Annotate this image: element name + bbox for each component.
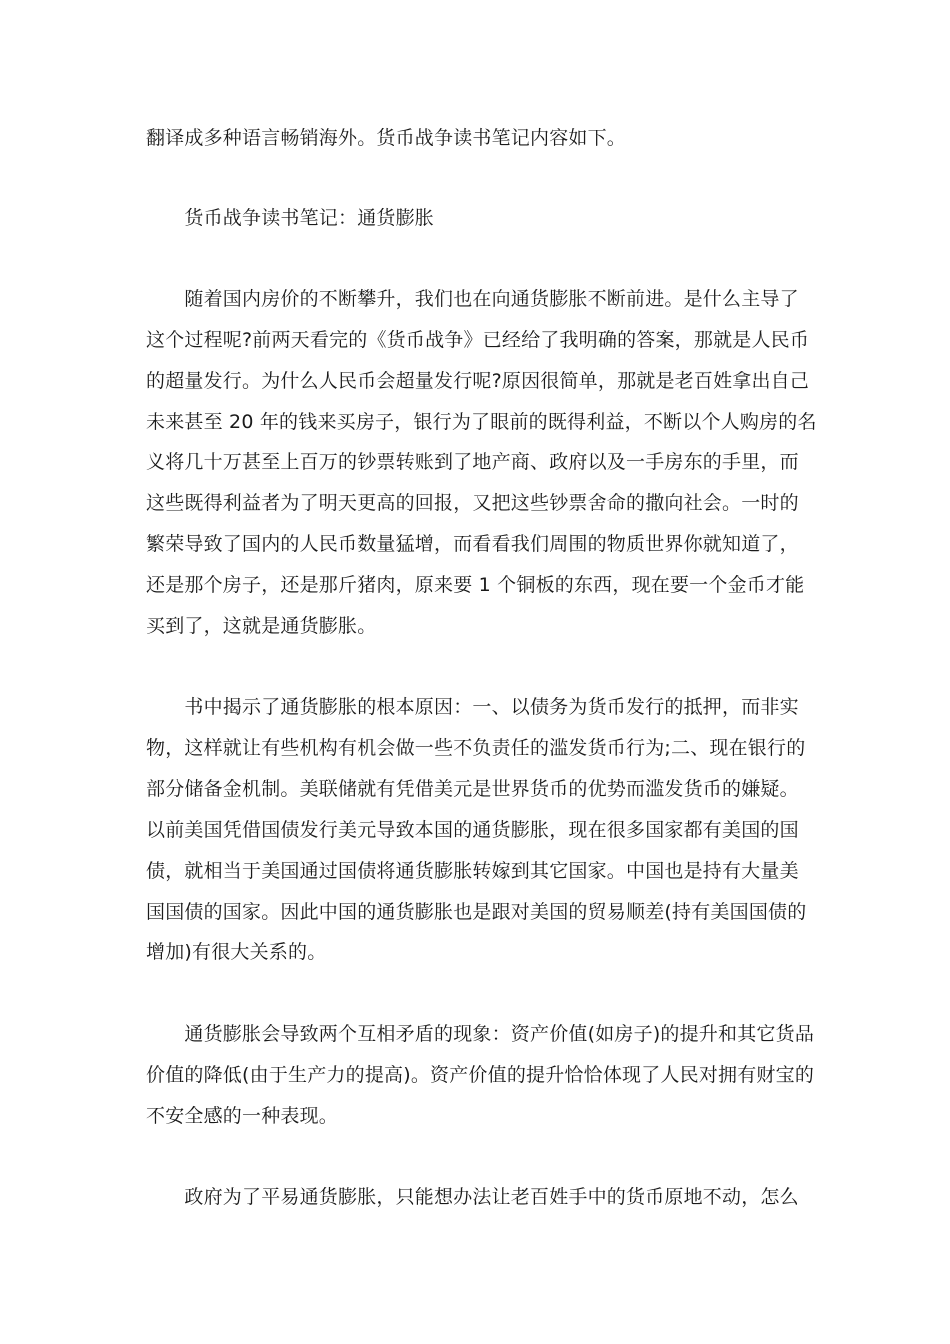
text-line: 买到了，这就是通货膨胀。 [146, 615, 377, 637]
text-line: 国国债的国家。因此中国的通货膨胀也是跟对美国的贸易顺差(持有美国国债的 [146, 901, 807, 923]
text-line: 物，这样就让有些机构有机会做一些不负责任的滥发货币行为;二、现在银行的 [146, 737, 806, 759]
text-line: 价值的降低(由于生产力的提高)。资产价值的提升恰恰体现了人民对拥有财宝的 [146, 1064, 815, 1086]
text-line: 义将几十万甚至上百万的钞票转账到了地产商、政府以及一手房东的手里，而 [146, 451, 799, 473]
text-line: 这些既得利益者为了明天更高的回报，又把这些钞票舍命的撒向社会。一时的 [146, 492, 799, 514]
text-line: 不安全感的一种表现。 [146, 1105, 339, 1127]
text-line: 随着国内房价的不断攀升，我们也在向通货膨胀不断前进。是什么主导了 [146, 288, 799, 310]
text-line: 这个过程呢?前两天看完的《货币战争》已经给了我明确的答案，那就是人民币 [146, 329, 810, 351]
text-line: 繁荣导致了国内的人民币数量猛增，而看看我们周围的物质世界你就知道了， [146, 533, 799, 555]
text-line: 以前美国凭借国债发行美元导致本国的通货膨胀，现在很多国家都有美国的国 [146, 819, 799, 841]
text-line: 未来甚至 20 年的钱来买房子，银行为了眼前的既得利益，不断以个人购房的名 [146, 411, 817, 433]
text-line: 书中揭示了通货膨胀的根本原因：一、以债务为货币发行的抵押，而非实 [146, 696, 799, 718]
text-line: 部分储备金机制。美联储就有凭借美元是世界货币的优势而滥发货币的嫌疑。 [146, 778, 799, 800]
text-line: 的超量发行。为什么人民币会超量发行呢?原因很简单，那就是老百姓拿出自己 [146, 370, 810, 392]
text-line: 债，就相当于美国通过国债将通货膨胀转嫁到其它国家。中国也是持有大量美 [146, 860, 799, 882]
text-line: 翻译成多种语言畅销海外。货币战争读书笔记内容如下。 [146, 127, 627, 149]
section-heading: 货币战争读书笔记：通货膨胀 [146, 207, 435, 229]
text-line: 增加)有很大关系的。 [146, 941, 327, 963]
text-line: 通货膨胀会导致两个互相矛盾的现象：资产价值(如房子)的提升和其它货品 [146, 1023, 815, 1045]
text-line: 政府为了平易通货膨胀，只能想办法让老百姓手中的货币原地不动，怎么 [146, 1186, 799, 1208]
text-line: 还是那个房子，还是那斤猪肉，原来要 1 个铜板的东西，现在要一个金币才能 [146, 574, 805, 596]
